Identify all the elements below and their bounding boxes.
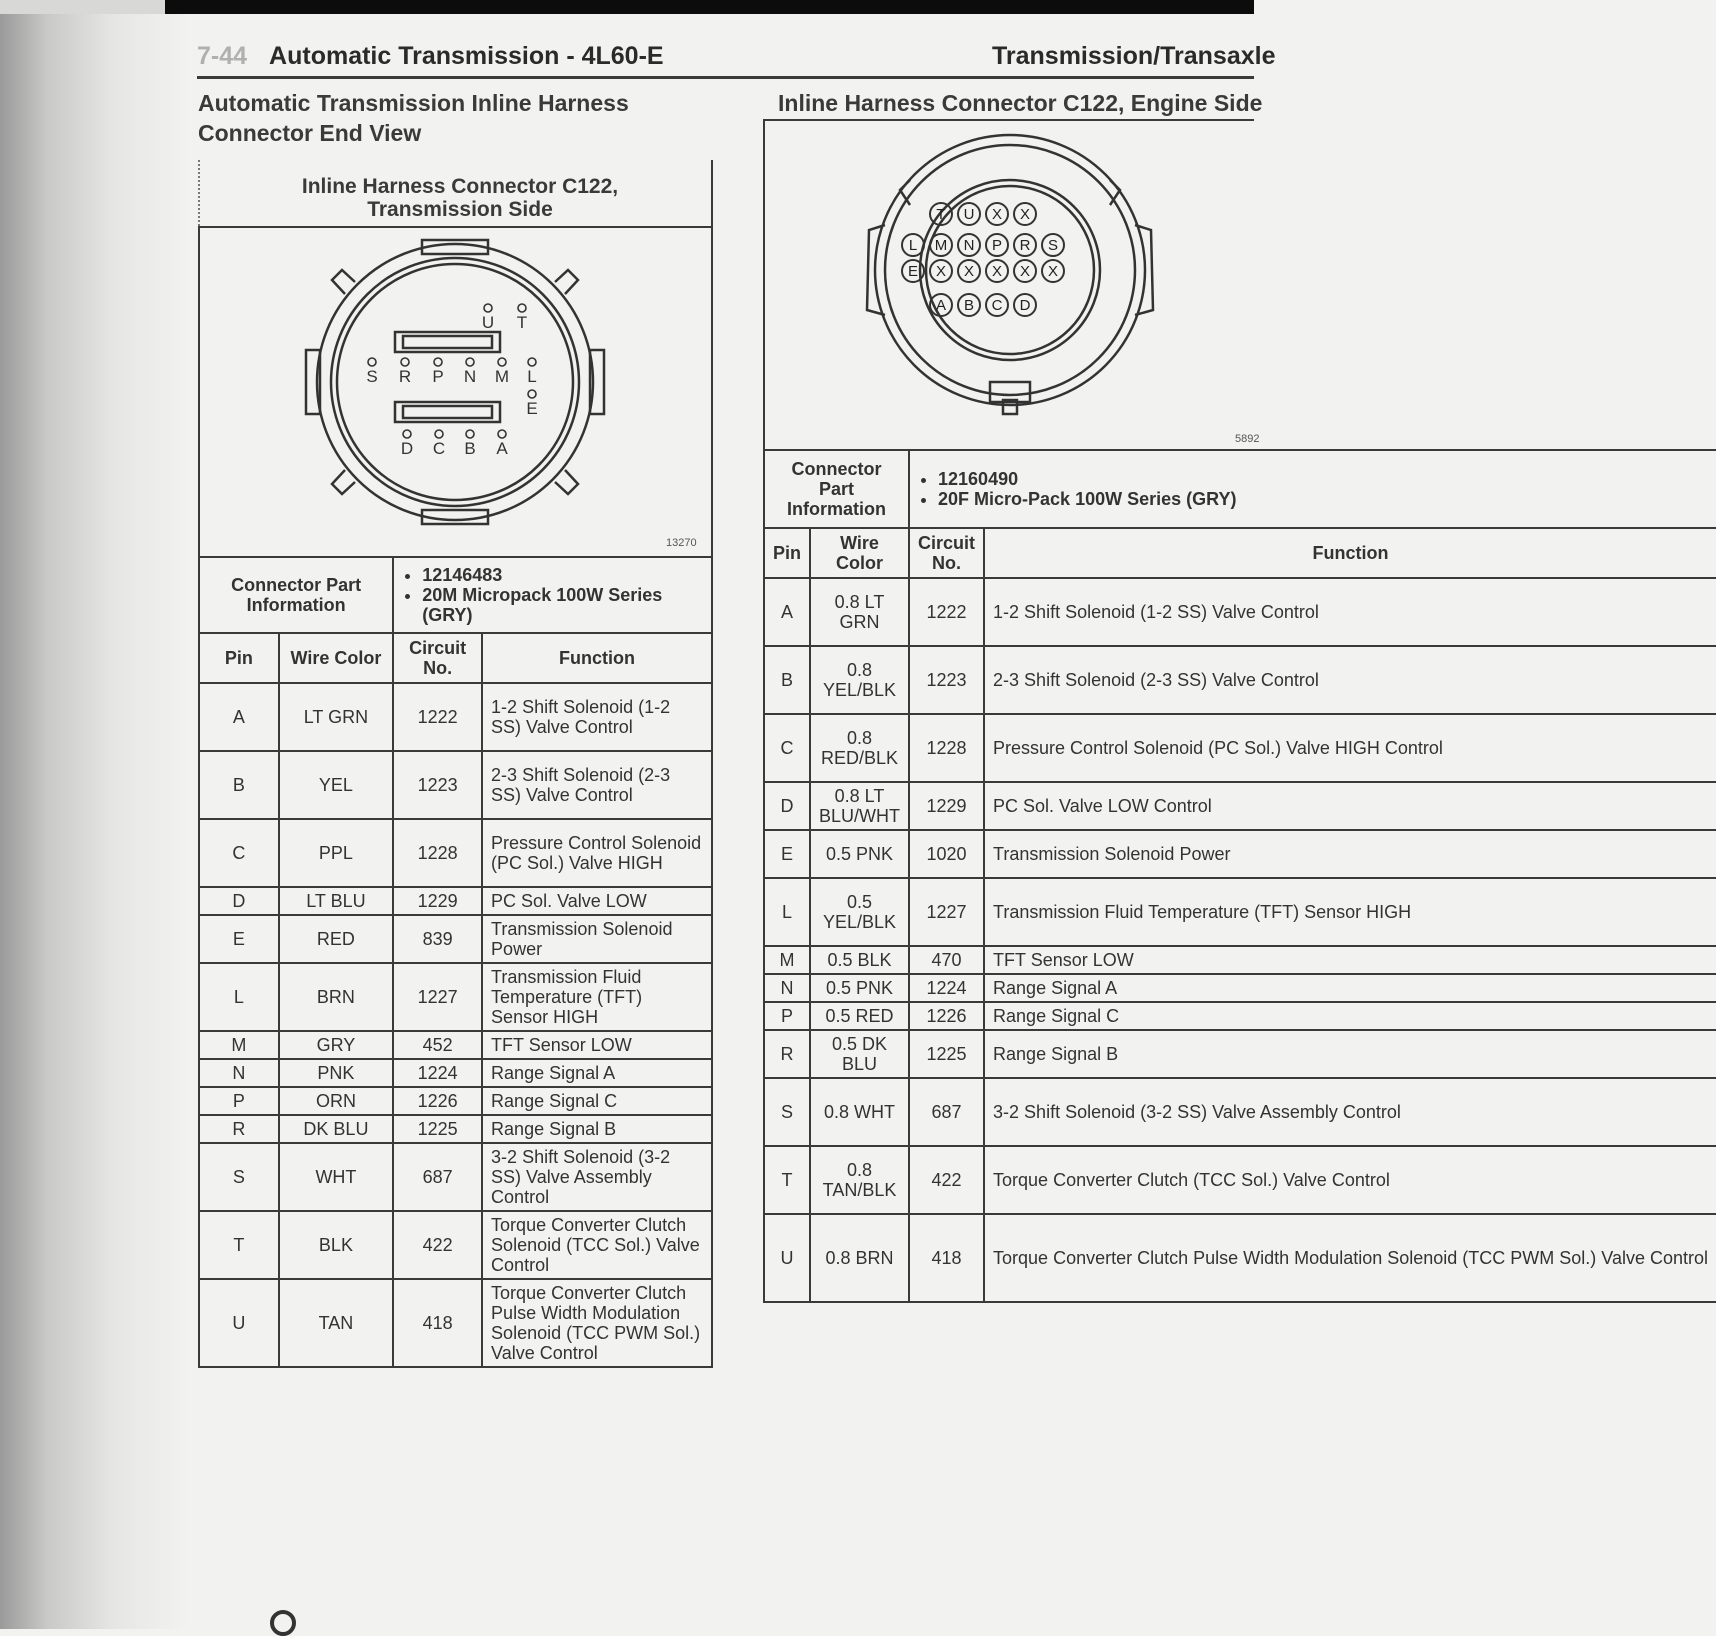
table-row [764, 1030, 1716, 1078]
function-cell: Torque Converter Clutch Pulse Width Modulation Solenoid (TCC PWM Sol.) Valve Control [984, 1214, 1716, 1302]
wire-color-cell: 0.8 YEL/BLK [810, 646, 909, 714]
pin-label-b: B [464, 439, 476, 458]
pin-label-l: L [527, 367, 537, 386]
wire-color-cell: BLK [279, 1211, 394, 1279]
page-number: 7-44 [197, 42, 248, 70]
wire-color-cell: LT GRN [279, 683, 394, 751]
wire-color-cell: 0.5 PNK [810, 974, 909, 1002]
circuit-cell: 1225 [909, 1030, 984, 1078]
wire-color-cell: 0.8 LT BLU/WHT [810, 782, 909, 830]
circuit-cell: 1226 [909, 1002, 984, 1030]
circuit-cell: 1225 [393, 1115, 482, 1143]
function-cell: Pressure Control Solenoid (PC Sol.) Valve HIGH Control [984, 714, 1716, 782]
pin-cell: R [764, 1030, 810, 1078]
pin-socket-label: M [934, 237, 948, 254]
pin-socket-label: R [1019, 237, 1031, 254]
wire-color-cell: TAN [279, 1279, 394, 1367]
circuit-cell: 1222 [393, 683, 482, 751]
circuit-cell: 687 [909, 1078, 984, 1146]
col-header-function: Function [984, 528, 1716, 578]
wire-color-cell: YEL [279, 751, 394, 819]
pin-socket-label: D [1019, 297, 1031, 314]
pin-cell: M [199, 1031, 279, 1059]
col-header-wire-color: Wire Color [279, 633, 394, 683]
pin-label-t: T [516, 313, 528, 332]
pin-cell: R [199, 1115, 279, 1143]
circuit-cell: 1229 [393, 887, 482, 915]
chapter-title: Transmission/Transaxle [992, 42, 1276, 70]
connector-transmission-side-diagram [300, 232, 610, 532]
wire-color-cell: RED [279, 915, 394, 963]
pin-cell: D [764, 782, 810, 830]
pin-cell: T [764, 1146, 810, 1214]
circuit-cell: 1222 [909, 578, 984, 646]
right-section-title: Inline Harness Connector C122, Engine Side [778, 90, 1263, 116]
pin-cell: E [199, 915, 279, 963]
pin-socket-label: P [991, 237, 1003, 254]
table-row [764, 1078, 1716, 1146]
pin-cell: P [199, 1087, 279, 1115]
table-row [764, 1214, 1716, 1302]
left-section-title: Automatic Transmission Inline Harness Connector End View [198, 90, 629, 146]
wire-color-cell: 0.5 DK BLU [810, 1030, 909, 1078]
function-cell: Range Signal A [482, 1059, 712, 1087]
wire-color-cell: 0.8 WHT [810, 1078, 909, 1146]
right-pin-table [763, 449, 1716, 1303]
wire-color-cell: PPL [279, 819, 394, 887]
table-row [199, 1059, 712, 1087]
function-cell: 1-2 Shift Solenoid (1-2 SS) Valve Control [482, 683, 712, 751]
wire-color-cell: ORN [279, 1087, 394, 1115]
pin-label-u: U [481, 313, 495, 332]
connector-engine-side-diagram [855, 130, 1185, 420]
function-cell: 3-2 Shift Solenoid (3-2 SS) Valve Assembly Control [984, 1078, 1716, 1146]
pin-label-d: D [400, 439, 414, 458]
pin-cell: C [199, 819, 279, 887]
pin-cell: T [199, 1211, 279, 1279]
table-row [199, 1279, 712, 1367]
function-cell: Transmission Solenoid Power [482, 915, 712, 963]
function-cell: PC Sol. Valve LOW Control [984, 782, 1716, 830]
circuit-cell: 839 [393, 915, 482, 963]
circuit-cell: 1224 [393, 1059, 482, 1087]
function-cell: Torque Converter Clutch Pulse Width Modulation Solenoid (TCC PWM Sol.) Valve Control [482, 1279, 712, 1367]
wire-color-cell: 0.5 PNK [810, 830, 909, 878]
circuit-cell: 1223 [909, 646, 984, 714]
function-cell: TFT Sensor LOW [482, 1031, 712, 1059]
table-row [764, 646, 1716, 714]
pin-socket-label: T [936, 206, 946, 223]
header-rule [197, 76, 1254, 79]
pin-label-c: C [432, 439, 446, 458]
function-cell: Range Signal B [482, 1115, 712, 1143]
pin-socket-label: B [963, 297, 975, 314]
table-row [764, 578, 1716, 646]
section-title: Automatic Transmission - 4L60-E [269, 42, 664, 70]
pin-cell: N [199, 1059, 279, 1087]
pin-cell: S [764, 1078, 810, 1146]
function-cell: Transmission Solenoid Power [984, 830, 1716, 878]
wire-color-cell: PNK [279, 1059, 394, 1087]
pin-socket-label: X [935, 263, 947, 280]
wire-color-cell: 0.5 YEL/BLK [810, 878, 909, 946]
circuit-cell: 1229 [909, 782, 984, 830]
pin-socket-label: X [1019, 263, 1031, 280]
function-cell: Range Signal C [482, 1087, 712, 1115]
circuit-cell: 1223 [393, 751, 482, 819]
function-cell: Torque Converter Clutch (TCC Sol.) Valve Control [984, 1146, 1716, 1214]
page-header-left [197, 42, 664, 71]
function-cell: PC Sol. Valve LOW [482, 887, 712, 915]
col-header-wire-color: Wire Color [810, 528, 909, 578]
pin-cell: B [764, 646, 810, 714]
pin-socket-label: X [963, 263, 975, 280]
pin-socket-label: X [1019, 206, 1031, 223]
pin-cell: M [764, 946, 810, 974]
col-header-circuit: Circuit No. [909, 528, 984, 578]
pin-cell: L [764, 878, 810, 946]
table-row [764, 714, 1716, 782]
circuit-cell: 1228 [909, 714, 984, 782]
pin-cell: B [199, 751, 279, 819]
table-row [764, 1002, 1716, 1030]
function-cell: 3-2 Shift Solenoid (3-2 SS) Valve Assembly Control [482, 1143, 712, 1211]
pin-cell: L [199, 963, 279, 1031]
pin-socket-label: E [907, 263, 919, 280]
part-info: • 12146483 • 20M Micropack 100W Series (GRY) [393, 557, 712, 633]
function-cell: Range Signal A [984, 974, 1716, 1002]
table-row [199, 1211, 712, 1279]
function-cell: Transmission Fluid Temperature (TFT) Sensor HIGH [482, 963, 712, 1031]
pin-cell: D [199, 887, 279, 915]
pin-label-n: N [463, 367, 477, 386]
circuit-cell: 1227 [909, 878, 984, 946]
pin-label-s: S [366, 367, 378, 386]
wire-color-cell: GRY [279, 1031, 394, 1059]
table-row [764, 830, 1716, 878]
pin-socket-label: X [1047, 263, 1059, 280]
wire-color-cell: LT BLU [279, 887, 394, 915]
function-cell: TFT Sensor LOW [984, 946, 1716, 974]
pin-socket-label: U [963, 206, 975, 223]
pin-cell: C [764, 714, 810, 782]
table-row [764, 946, 1716, 974]
pin-cell: E [764, 830, 810, 878]
left-figure-number: 13270 [666, 537, 697, 549]
pin-socket-label: S [1047, 237, 1059, 254]
function-cell: 2-3 Shift Solenoid (2-3 SS) Valve Control [482, 751, 712, 819]
circuit-cell: 1228 [393, 819, 482, 887]
left-diagram-caption: Inline Harness Connector C122, Transmission Side [301, 175, 619, 221]
table-row [764, 974, 1716, 1002]
pin-cell: S [199, 1143, 279, 1211]
pin-label-r: R [398, 367, 412, 386]
circuit-cell: 1020 [909, 830, 984, 878]
circuit-cell: 422 [393, 1211, 482, 1279]
pin-label-p: P [432, 367, 444, 386]
function-cell: 1-2 Shift Solenoid (1-2 SS) Valve Control [984, 578, 1716, 646]
circuit-cell: 452 [393, 1031, 482, 1059]
wire-color-cell: 0.8 TAN/BLK [810, 1146, 909, 1214]
function-cell: Transmission Fluid Temperature (TFT) Sensor HIGH [984, 878, 1716, 946]
wire-color-cell: 0.5 RED [810, 1002, 909, 1030]
table-row [199, 819, 712, 887]
table-row [764, 878, 1716, 946]
circuit-cell: 1226 [393, 1087, 482, 1115]
table-row [199, 751, 712, 819]
function-cell: Range Signal C [984, 1002, 1716, 1030]
table-row [199, 915, 712, 963]
pin-cell: A [199, 683, 279, 751]
pin-cell: U [199, 1279, 279, 1367]
pin-cell: N [764, 974, 810, 1002]
book-spine-shadow [0, 0, 190, 1629]
table-row [199, 963, 712, 1031]
pin-socket-label: A [935, 297, 947, 314]
part-info: • 12160490 • 20F Micro-Pack 100W Series (GRY) [909, 450, 1716, 528]
scan-top-edge-notch [0, 0, 165, 14]
function-cell: Pressure Control Solenoid (PC Sol.) Valve HIGH [482, 819, 712, 887]
pin-socket-label: X [991, 263, 1003, 280]
wire-color-cell: 0.8 BRN [810, 1214, 909, 1302]
table-row [764, 1146, 1716, 1214]
circuit-cell: 418 [393, 1279, 482, 1367]
part-info-label: Connector Part Information [764, 450, 909, 528]
pin-socket-label: L [908, 237, 918, 254]
function-cell: Torque Converter Clutch Solenoid (TCC Sol.) Valve Control [482, 1211, 712, 1279]
wire-color-cell: 0.5 BLK [810, 946, 909, 974]
wire-color-cell: 0.8 RED/BLK [810, 714, 909, 782]
wire-color-cell: 0.8 LT GRN [810, 578, 909, 646]
table-row [764, 782, 1716, 830]
pin-socket-label: X [991, 206, 1003, 223]
table-row [199, 683, 712, 751]
circuit-cell: 687 [393, 1143, 482, 1211]
part-info-label: Connector Part Information [199, 557, 393, 633]
table-row [199, 1115, 712, 1143]
circuit-cell: 470 [909, 946, 984, 974]
table-row [199, 1143, 712, 1211]
right-figure-number: 5892 [1235, 433, 1260, 445]
circuit-cell: 422 [909, 1146, 984, 1214]
table-row [199, 1031, 712, 1059]
pin-cell: A [764, 578, 810, 646]
left-pin-table [198, 556, 713, 1368]
pin-label-e: E [526, 399, 538, 418]
circuit-cell: 1224 [909, 974, 984, 1002]
col-header-pin: Pin [199, 633, 279, 683]
wire-color-cell: WHT [279, 1143, 394, 1211]
function-cell: Range Signal B [984, 1030, 1716, 1078]
pin-cell: P [764, 1002, 810, 1030]
page-footer-mark [270, 1610, 296, 1636]
col-header-circuit: Circuit No. [393, 633, 482, 683]
table-row [199, 1087, 712, 1115]
function-cell: 2-3 Shift Solenoid (2-3 SS) Valve Control [984, 646, 1716, 714]
circuit-cell: 1227 [393, 963, 482, 1031]
pin-label-a: A [496, 439, 508, 458]
col-header-function: Function [482, 633, 712, 683]
table-row [199, 887, 712, 915]
pin-socket-label: N [963, 237, 975, 254]
pin-label-m: M [494, 367, 510, 386]
pin-socket-label: C [991, 297, 1003, 314]
pin-cell: U [764, 1214, 810, 1302]
wire-color-cell: BRN [279, 963, 394, 1031]
col-header-pin: Pin [764, 528, 810, 578]
scan-top-edge [0, 0, 1254, 14]
wire-color-cell: DK BLU [279, 1115, 394, 1143]
circuit-cell: 418 [909, 1214, 984, 1302]
